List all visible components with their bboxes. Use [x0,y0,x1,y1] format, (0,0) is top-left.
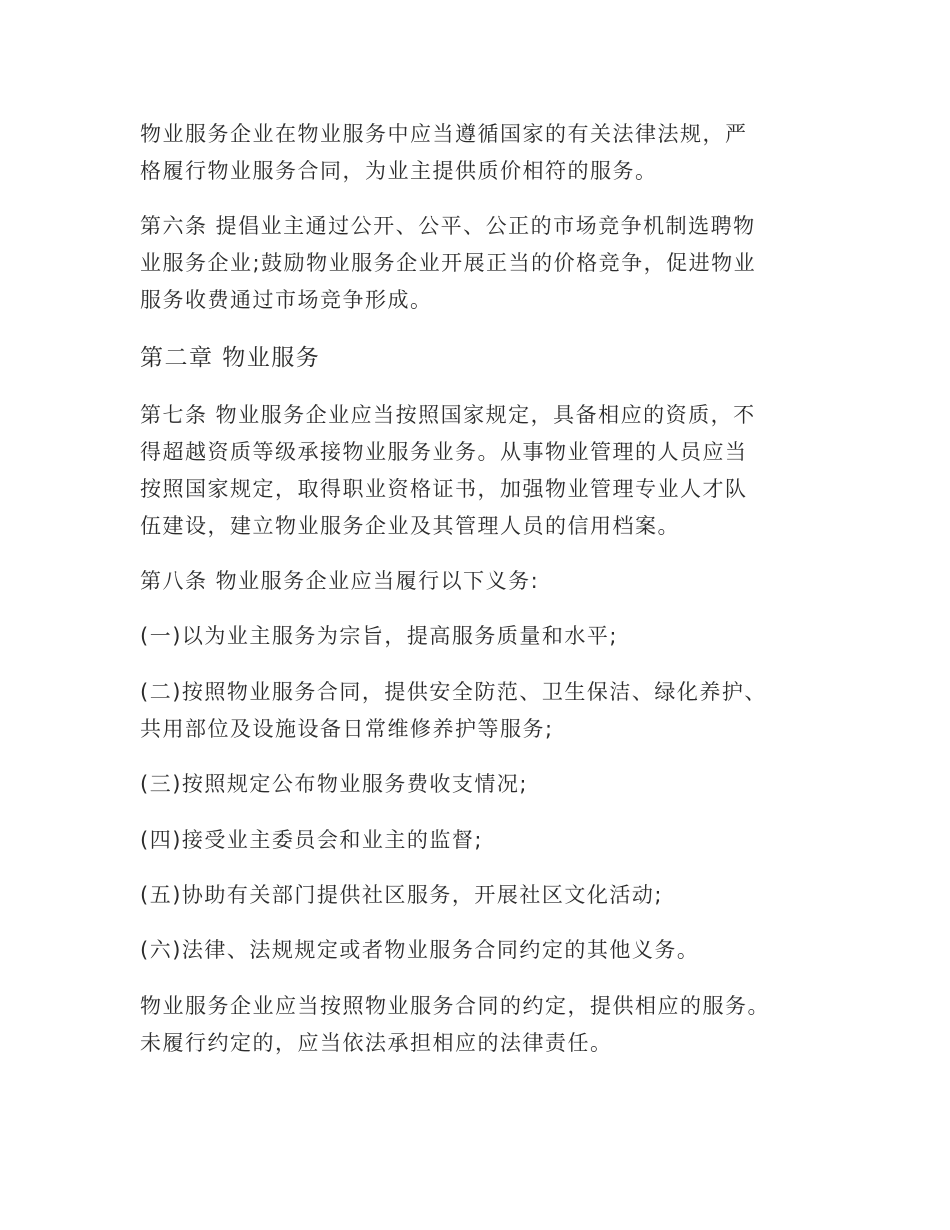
text-line: (五)协助有关部门提供社区服务，开展社区文化活动; [140,883,663,907]
text-line: 得超越资质等级承接物业服务业务。从事物业管理的人员应当 [140,440,748,464]
text-line: 第七条 物业服务企业应当按照国家规定，具备相应的资质，不 [140,403,756,427]
chapter-heading [140,340,812,377]
list-item-6 [140,932,812,969]
paragraph-article-7 [140,397,812,545]
paragraph-article-6 [140,208,812,319]
text-line: 第八条 物业服务企业应当履行以下义务: [140,569,540,593]
paragraph-obligation-intro [140,116,812,190]
text-line: (六)法律、法规规定或者物业服务合同约定的其他义务。 [140,938,700,962]
list-item-3 [140,766,812,803]
text-line: 物业服务企业应当按照物业服务合同的约定，提供相应的服务。 [140,994,770,1018]
text-line: 伍建设，建立物业服务企业及其管理人员的信用档案。 [140,514,680,538]
paragraph-closing [140,988,812,1062]
text-line: 格履行物业服务合同，为业主提供质价相符的服务。 [140,159,658,183]
list-item-1 [140,618,812,655]
list-item-4 [140,822,812,859]
text-line: (一)以为业主服务为宗旨，提高服务质量和水平; [140,624,618,648]
text-line: 物业服务企业在物业服务中应当遵循国家的有关法律法规，严 [140,122,748,146]
heading-text: 第二章 物业服务 [140,345,321,371]
list-item-2 [140,674,812,748]
text-line: 共用部位及设施设备日常维修养护等服务; [140,717,554,741]
text-line: 业服务企业;鼓励物业服务企业开展正当的价格竞争，促进物业 [140,251,757,275]
list-item-5 [140,877,812,914]
text-line: 服务收费通过市场竞争形成。 [140,288,433,312]
text-line: (三)按照规定公布物业服务费收支情况; [140,772,528,796]
text-line: 第六条 提倡业主通过公开、公平、公正的市场竞争机制选聘物 [140,214,756,238]
text-line: 按照国家规定，取得职业资格证书，加强物业管理专业人才队 [140,477,748,501]
paragraph-article-8 [140,563,812,600]
text-line: (四)接受业主委员会和业主的监督; [140,828,483,852]
text-line: 未履行约定的，应当依法承担相应的法律责任。 [140,1031,613,1055]
text-line: (二)按照物业服务合同，提供安全防范、卫生保洁、绿化养护、 [140,680,767,704]
